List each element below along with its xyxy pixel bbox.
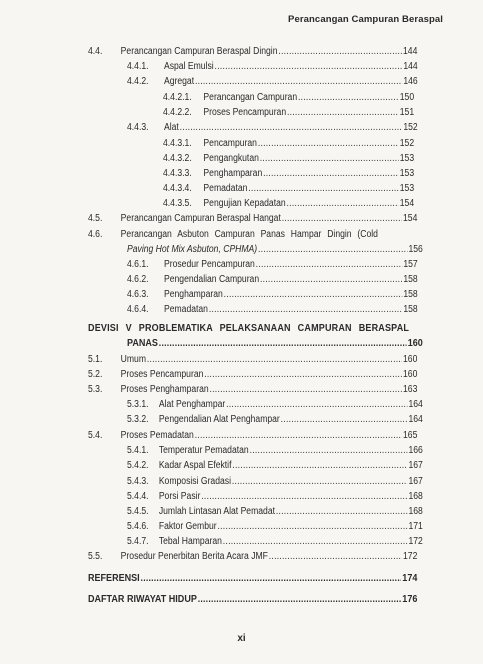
dot-leader [298,91,399,104]
page-number: 153 [399,153,415,164]
page-number: 164 [408,399,423,410]
section-title: Proses Pencampuran [120,369,204,380]
section-number: 5.4.1. [127,445,149,456]
section-title: REFERENSI [88,572,140,584]
page-number: 153 [399,183,415,194]
page-number: 146 [403,76,418,87]
section-title: DAFTAR RIWAYAT HIDUP [88,593,197,605]
section-number: 4.4.3.3. [163,168,192,179]
dot-leader [141,572,402,585]
toc-entry-5-3-2[interactable] [127,413,423,426]
page-number: 168 [408,506,423,517]
dot-leader [278,45,402,58]
page-number: 160 [407,337,423,349]
section-number: 4.4.3.5. [163,198,192,209]
toc-entry-5-3[interactable] [88,383,417,396]
page-number: 160 [403,354,418,365]
section-title: Pemadatan [203,183,248,194]
toc-entry-4-4-3-5[interactable] [163,197,414,210]
section-title: Pencampuran [203,138,257,149]
toc-entry-4-4-2[interactable] [127,75,418,88]
page-number: 156 [408,244,423,255]
toc-entry-4-6-continued[interactable] [127,243,423,256]
page-number: 174 [402,572,418,584]
dot-leader [250,444,408,457]
page-number: 171 [408,521,423,532]
page-number: 144 [403,46,418,57]
toc-entry-4-6[interactable] [88,228,417,241]
dot-leader [263,167,399,180]
page-number: 152 [403,122,418,133]
section-number: 4.6.2. [127,274,149,285]
section-title: Porsi Pasir [158,491,201,502]
dot-leader [256,258,403,271]
toc-entry-daftar-riwayat-hidup[interactable] [88,593,417,606]
section-title: Prosedur Pencampuran [163,259,255,270]
page-footer-number: xi [237,633,246,644]
toc-entry-5-4-3[interactable] [127,475,423,488]
toc-entry-5-4-7[interactable] [127,535,423,548]
page-number: 152 [399,138,415,149]
section-number: 5.2. [88,369,103,380]
dot-leader [287,106,399,119]
page-number: 153 [399,168,415,179]
section-title: Pengendalian Alat Penghampar [158,414,280,425]
toc-entry-5-4-1[interactable] [127,444,423,457]
toc-entry-4-4-2-2[interactable] [163,106,414,119]
section-title: Kadar Aspal Efektif [158,460,232,471]
page-number: 163 [403,384,418,395]
dot-leader [281,413,408,426]
section-number: 5.4.2. [127,460,149,471]
dot-leader [159,337,407,350]
page-number: 154 [399,198,415,209]
page-number: 165 [403,430,418,441]
dot-leader [204,368,402,381]
toc-entry-4-6-4[interactable] [127,303,418,316]
page-number: 164 [408,414,423,425]
section-title: Pengangkutan [203,153,259,164]
toc-entry-5-1[interactable] [88,353,417,366]
dot-leader [232,475,408,488]
toc-entry-4-4-3-2[interactable] [163,152,414,165]
dot-leader [201,490,407,503]
toc-entry-5-4-6[interactable] [127,520,423,533]
section-title: Penghamparan [163,289,223,300]
page-number: 158 [403,274,418,285]
toc-entry-4-4-3-1[interactable] [163,137,414,150]
page-number: 158 [403,289,418,300]
section-title: Proses Penghamparan [120,384,209,395]
section-title: Tebal Hamparan [158,536,222,547]
toc-entry-4-4-3-3[interactable] [163,167,414,180]
page-number: 172 [403,551,418,562]
section-title: Aspal Emulsi [163,61,214,72]
toc-entry-5-4-2[interactable] [127,459,423,472]
section-number: 4.6.3. [127,289,149,300]
toc-entry-4-4-3-4[interactable] [163,182,414,195]
chapter-title-line2: PANAS [127,337,158,349]
toc-entry-5-2[interactable] [88,368,417,381]
section-title: Jumlah Lintasan Alat Pemadat [158,506,276,517]
dot-leader [195,75,403,88]
section-number: 4.4.3.4. [163,183,192,194]
section-number: 5.4.4. [127,491,149,502]
section-title-line2: Paving Hot Mix Asbuton, CPHMA) [127,244,258,255]
page-number: 154 [403,213,418,224]
section-number: 4.4.2.1. [163,92,192,103]
page-number: 158 [403,304,418,315]
page-number: 157 [403,259,418,270]
dot-leader [224,288,403,301]
section-title: Penghamparan [203,168,263,179]
page-number: 150 [399,92,415,103]
dot-leader [223,535,408,548]
running-header: Perancangan Campuran Beraspal [288,14,443,25]
section-number: 4.4.3. [127,122,149,133]
section-title: Pengendalian Campuran [163,274,260,285]
section-number: 4.5. [88,213,103,224]
section-number: 4.4. [88,46,103,57]
page-number: 172 [408,536,423,547]
section-title: Pengujian Kepadatan [203,198,286,209]
section-title: Faktor Gembur [158,521,217,532]
section-title: Komposisi Gradasi [158,476,231,487]
section-title: Perancangan Campuran Beraspal Dingin [120,46,278,57]
section-number: 5.4.6. [127,521,149,532]
section-number: 4.4.2.2. [163,107,192,118]
section-title: Proses Pencampuran [203,107,287,118]
dot-leader [258,243,408,256]
chapter-heading-devisi-v[interactable]: DEVISI V PROBLEMATIKA PELAKSANAAN CAMPURAN BERASPAL [88,322,410,334]
section-number: 5.3.2. [127,414,149,425]
toc-entry-5-4[interactable] [88,429,417,442]
dot-leader [232,459,407,472]
section-number: 5.4.3. [127,476,149,487]
dot-leader [269,550,402,563]
dot-leader [147,353,402,366]
dot-leader [215,60,403,73]
toc-entry-5-5[interactable] [88,550,417,563]
dot-leader [260,273,402,286]
dot-leader [209,303,403,316]
section-number: 4.6.1. [127,259,149,270]
section-title: Temperatur Pemadatan [158,445,249,456]
section-number: 5.3. [88,384,103,395]
section-title: Perancangan Campuran Beraspal Hangat [120,213,281,224]
section-title: Prosedur Penerbitan Berita Acara JMF [120,551,268,562]
toc-entry-4-5[interactable] [88,212,417,225]
section-title: Alat Penghampar [158,399,226,410]
section-number: 4.4.2. [127,76,149,87]
section-title: Umum [120,354,147,365]
page-number: 176 [402,593,418,605]
section-number: 5.1. [88,354,103,365]
page-number: 151 [399,107,415,118]
toc-entry-5-4-4[interactable] [127,490,423,503]
dot-leader [276,505,408,518]
toc-entry-4-4-3[interactable] [127,121,418,134]
toc-entry-4-6-2[interactable] [127,273,418,286]
section-number: 5.3.1. [127,399,149,410]
toc-entry-4-4[interactable] [88,45,417,58]
dot-leader [260,152,399,165]
section-number: 4.6.4. [127,304,149,315]
dot-leader [195,429,402,442]
page-number: 168 [408,491,423,502]
section-number: 4.6. [88,229,103,240]
dot-leader [226,398,407,411]
section-title: Alat [163,122,179,133]
page-number: 144 [403,61,418,72]
section-number: 5.4. [88,430,103,441]
section-number: 4.4.3.1. [163,138,192,149]
toc-entry-5-4-5[interactable] [127,505,423,518]
dot-leader [180,121,403,134]
section-number: 5.4.7. [127,536,149,547]
section-number: 4.4.3.2. [163,153,192,164]
section-number: 4.4.1. [127,61,149,72]
dot-leader [198,593,402,606]
dot-leader [258,137,399,150]
toc-entry-5-3-1[interactable] [127,398,423,411]
section-title: Agregat [163,76,195,87]
section-title: Pemadatan [163,304,208,315]
toc-entry-devisi-v[interactable] [127,337,423,350]
dot-leader [282,212,402,225]
dot-leader [218,520,408,533]
toc-entry-referensi[interactable] [88,572,417,585]
dot-leader [248,182,399,195]
page-number: 166 [408,445,423,456]
toc-entry-4-6-3[interactable] [127,288,418,301]
section-title-line1: Perancangan Asbuton Campuran Panas Hampar Dingin (Cold [120,229,378,240]
section-number: 5.4.5. [127,506,149,517]
page-number: 160 [403,369,418,380]
section-title: Perancangan Campuran [203,92,298,103]
page-number: 167 [408,460,423,471]
section-number: 5.5. [88,551,103,562]
toc-entry-4-4-1[interactable] [127,60,418,73]
dot-leader [287,197,399,210]
dot-leader [210,383,403,396]
toc-entry-4-6-1[interactable] [127,258,418,271]
toc-entry-4-4-2-1[interactable] [163,91,414,104]
page-number: 167 [408,476,423,487]
section-title: Proses Pemadatan [120,430,194,441]
